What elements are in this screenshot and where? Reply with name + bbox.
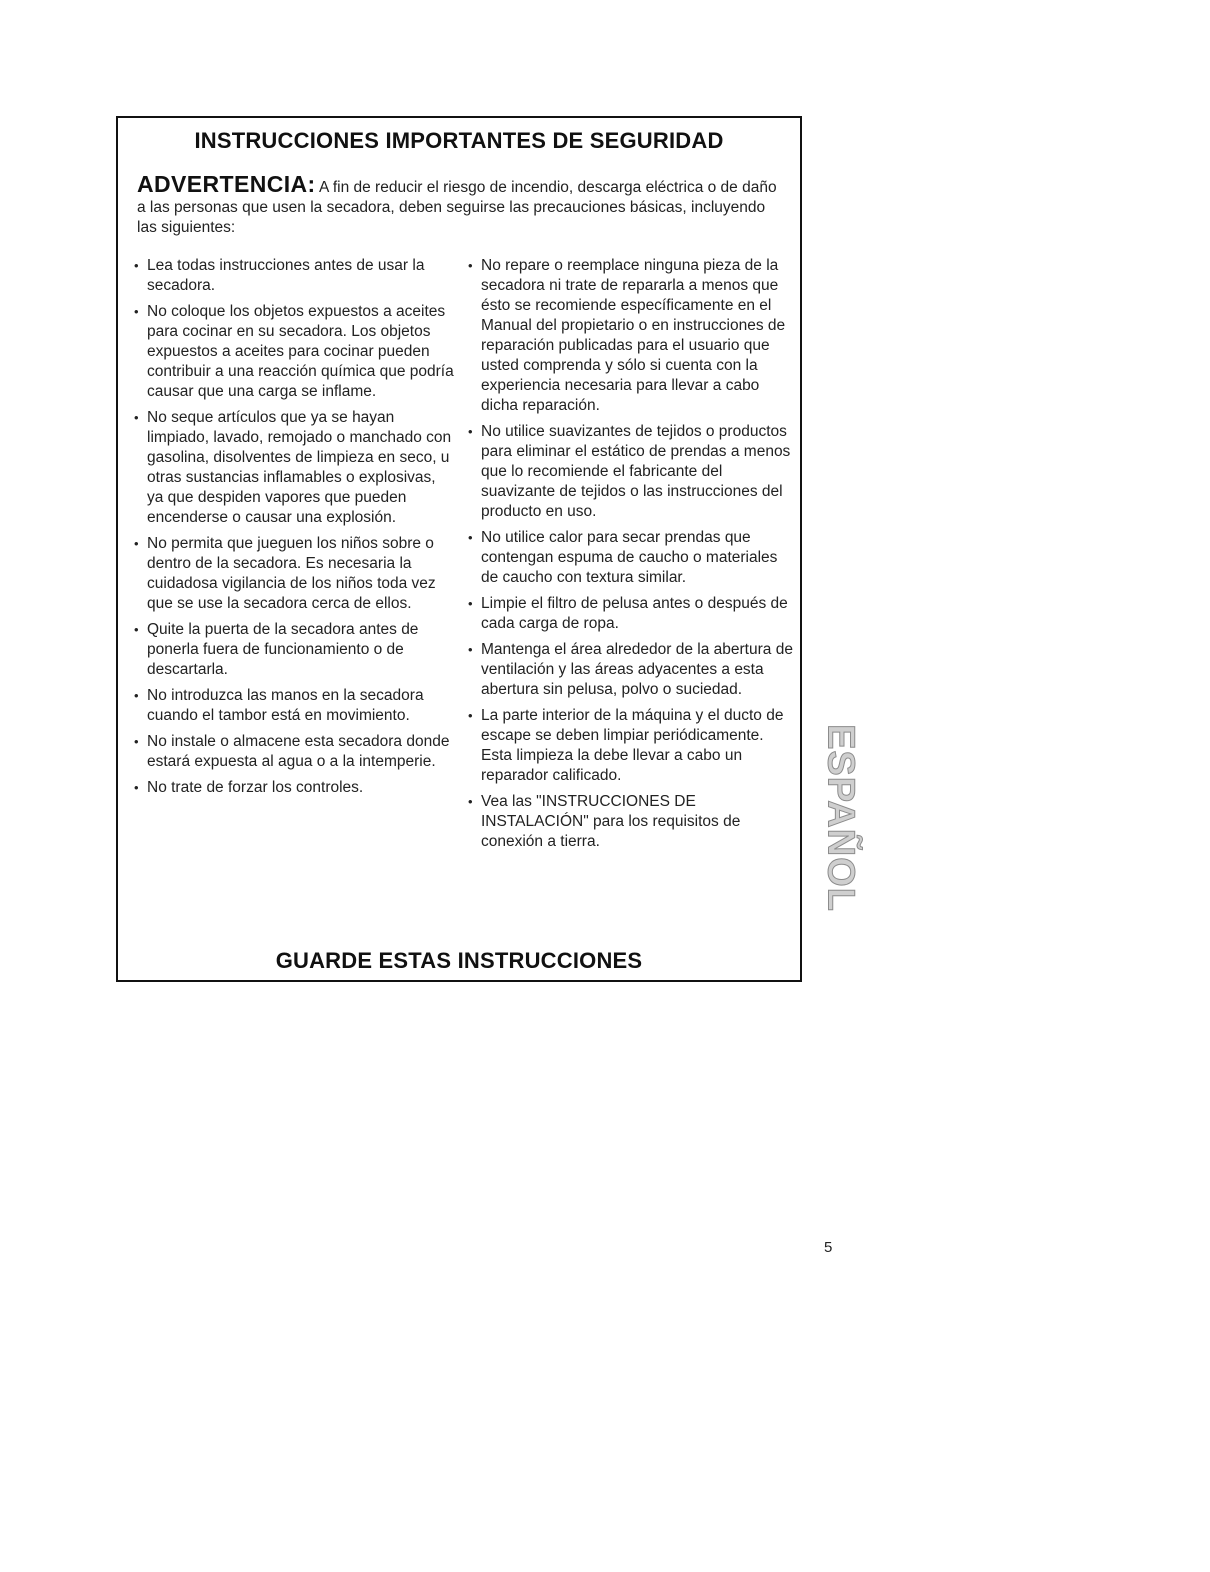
- safety-instructions-box: [116, 116, 802, 982]
- warning-label: ADVERTENCIA:: [137, 171, 316, 197]
- list-item: • No seque artículos que ya se hayan limpiado, lavado, remojado o manchado con gasolina, disolventes de limpieza en seco, u otras sustancias inflamables o explosivas, ya que despiden vapores que pueden encenderse o causar una explosión.: [134, 408, 456, 528]
- warning-text: A fin de reducir el riesgo de incendio, descarga eléctrica o de daño a las personas que usen la secadora, deben seguirse las precauciones básicas, incluyendo las siguientes:: [137, 179, 777, 236]
- list-item: • Limpie el filtro de pelusa antes o después de cada carga de ropa.: [468, 594, 794, 634]
- list-item: • Lea todas instrucciones antes de usar la secadora.: [134, 256, 456, 296]
- left-instructions-list: [134, 256, 456, 804]
- list-item: • No utilice suavizantes de tejidos o productos para eliminar el estático de prendas a menos que lo recomiende el fabricante del suavizante de tejidos o las instrucciones del producto en uso.: [468, 422, 794, 522]
- list-item: • No coloque los objetos expuestos a aceites para cocinar en su secadora. Los objetos expuestos a aceites para cocinar pueden contribuir a una reacción química que podría causar que una carga se inflame.: [134, 302, 456, 402]
- list-item: • No utilice calor para secar prendas que contengan espuma de caucho o materiales de caucho con textura similar.: [468, 528, 794, 588]
- language-side-tab: [812, 714, 868, 922]
- list-item: • Mantenga el área alrededor de la abertura de ventilación y las áreas adyacentes a esta abertura sin pelusa, polvo o suciedad.: [468, 640, 794, 700]
- list-item: • No introduzca las manos en la secadora cuando el tambor está en movimiento.: [134, 686, 456, 726]
- box-title: INSTRUCCIONES IMPORTANTES DE SEGURIDAD: [194, 128, 724, 153]
- list-item: • Vea las "INSTRUCCIONES DE INSTALACIÓN" para los requisitos de conexión a tierra.: [468, 792, 794, 852]
- save-instructions-footer: GUARDE ESTAS INSTRUCCIONES: [275, 948, 643, 973]
- page-number: 5: [824, 1239, 833, 1256]
- list-item: • No instale o almacene esta secadora donde estará expuesta al agua o a la intemperie.: [134, 732, 456, 772]
- list-item: • No trate de forzar los controles.: [134, 778, 456, 798]
- list-item: • No permita que jueguen los niños sobre o dentro de la secadora. Es necesaria la cuidadosa vigilancia de los niños toda vez que se use la secadora cerca de ellos.: [134, 534, 456, 614]
- list-item: • Quite la puerta de la secadora antes de ponerla fuera de funcionamiento o de descartarla.: [134, 620, 456, 680]
- list-item: • La parte interior de la máquina y el ducto de escape se deben limpiar periódicamente. Esta limpieza la debe llevar a cabo un reparador calificado.: [468, 706, 794, 786]
- warning-intro: [137, 171, 787, 238]
- right-instructions-list: [468, 256, 794, 858]
- language-tab-label: ESPAÑOL: [819, 724, 862, 912]
- list-item: • No repare o reemplace ninguna pieza de la secadora ni trate de repararla a menos que ésto se recomiende específicamente en el Manual del propietario o en instrucciones de reparación publicadas para el usuario que usted comprenda y sólo si cuenta con la experiencia necesaria para llevar a cabo dicha reparación.: [468, 256, 794, 416]
